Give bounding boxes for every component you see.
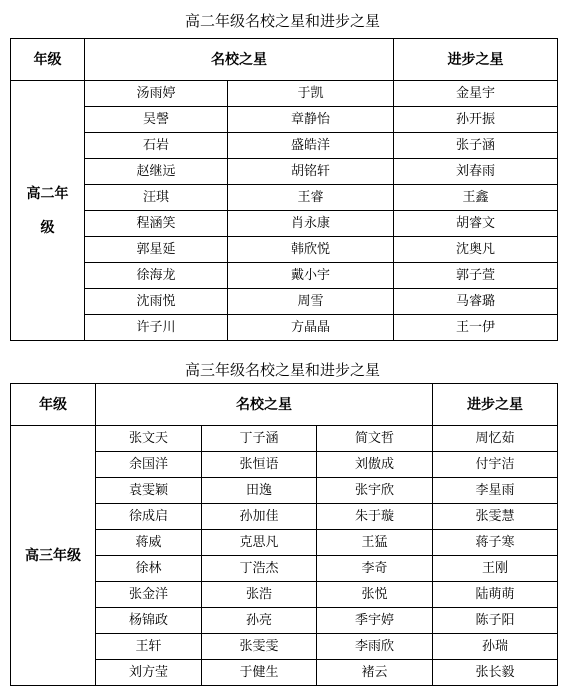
famous-school-star-name: 丁浩杰 [202, 556, 317, 582]
famous-school-star-name: 张悦 [317, 582, 433, 608]
progress-star-header: 进步之星 [394, 39, 558, 81]
table-row [11, 211, 558, 237]
famous-school-star-name: 汤雨婷 [85, 81, 228, 107]
progress-star-name: 孙开振 [394, 107, 558, 133]
grade-label: 高三年级 [11, 426, 96, 686]
progress-star-name: 李星雨 [433, 478, 558, 504]
famous-school-star-name: 徐海龙 [85, 263, 228, 289]
famous-school-star-name: 沈雨悦 [85, 289, 228, 315]
famous-school-star-name: 韩欣悦 [228, 237, 394, 263]
famous-school-star-name: 王轩 [96, 634, 202, 660]
famous-school-star-header: 名校之星 [85, 39, 394, 81]
famous-school-star-name: 张浩 [202, 582, 317, 608]
grade-header: 年级 [11, 384, 96, 426]
famous-school-star-name: 章静怡 [228, 107, 394, 133]
famous-school-star-name: 许子川 [85, 315, 228, 341]
progress-star-name: 张子涵 [394, 133, 558, 159]
famous-school-star-name: 郭星延 [85, 237, 228, 263]
famous-school-star-name: 方晶晶 [228, 315, 394, 341]
progress-star-name: 陈子阳 [433, 608, 558, 634]
famous-school-star-name: 于凯 [228, 81, 394, 107]
famous-school-star-name: 张恒语 [202, 452, 317, 478]
famous-school-star-name: 肖永康 [228, 211, 394, 237]
progress-star-header: 进步之星 [433, 384, 558, 426]
table-row [11, 289, 558, 315]
progress-star-name: 金星宇 [394, 81, 558, 107]
table-row [11, 263, 558, 289]
famous-school-star-name: 季宇婷 [317, 608, 433, 634]
famous-school-star-name: 程涵笑 [85, 211, 228, 237]
famous-school-star-name: 袁雯颖 [96, 478, 202, 504]
table-row [11, 107, 558, 133]
famous-school-star-name: 于健生 [202, 660, 317, 686]
famous-school-star-name: 徐成启 [96, 504, 202, 530]
famous-school-star-name: 刘方莹 [96, 660, 202, 686]
famous-school-star-name: 余国洋 [96, 452, 202, 478]
progress-star-name: 蒋子寒 [433, 530, 558, 556]
table-row [11, 426, 558, 452]
progress-star-name: 周忆茹 [433, 426, 558, 452]
progress-star-name: 胡睿文 [394, 211, 558, 237]
table-row [11, 81, 558, 107]
table-grade2-stars [10, 38, 558, 341]
famous-school-star-name: 赵继远 [85, 159, 228, 185]
progress-star-name: 王鑫 [394, 185, 558, 211]
table-row [11, 133, 558, 159]
famous-school-star-name: 石岩 [85, 133, 228, 159]
famous-school-star-name: 李奇 [317, 556, 433, 582]
progress-star-name: 刘春雨 [394, 159, 558, 185]
progress-star-name: 孙瑞 [433, 634, 558, 660]
progress-star-name: 王一伊 [394, 315, 558, 341]
famous-school-star-name: 褚云 [317, 660, 433, 686]
grade-header: 年级 [11, 39, 85, 81]
famous-school-star-name: 胡铭轩 [228, 159, 394, 185]
famous-school-star-name: 徐林 [96, 556, 202, 582]
table-row [11, 185, 558, 211]
famous-school-star-name: 张雯雯 [202, 634, 317, 660]
progress-star-name: 马睿璐 [394, 289, 558, 315]
famous-school-star-name: 简文哲 [317, 426, 433, 452]
table1-title: 高二年级名校之星和进步之星 [184, 12, 380, 30]
grade-label: 高二年级 [11, 81, 85, 341]
famous-school-star-name: 杨锦政 [96, 608, 202, 634]
table-row [11, 237, 558, 263]
famous-school-star-name: 王猛 [317, 530, 433, 556]
header-row [11, 39, 558, 81]
progress-star-name: 郭子萱 [394, 263, 558, 289]
famous-school-star-name: 李雨欣 [317, 634, 433, 660]
progress-star-name: 付宇洁 [433, 452, 558, 478]
table-row [11, 315, 558, 341]
table-grade3-stars [10, 383, 558, 686]
famous-school-star-name: 周雪 [228, 289, 394, 315]
famous-school-star-name: 克思凡 [202, 530, 317, 556]
famous-school-star-header: 名校之星 [96, 384, 433, 426]
progress-star-name: 陆萌萌 [433, 582, 558, 608]
famous-school-star-name: 朱于璇 [317, 504, 433, 530]
progress-star-name: 王刚 [433, 556, 558, 582]
famous-school-star-name: 丁子涵 [202, 426, 317, 452]
famous-school-star-name: 张宇欣 [317, 478, 433, 504]
famous-school-star-name: 盛皓洋 [228, 133, 394, 159]
famous-school-star-name: 孙加佳 [202, 504, 317, 530]
header-row [11, 384, 558, 426]
table-row [11, 159, 558, 185]
famous-school-star-name: 孙亮 [202, 608, 317, 634]
famous-school-star-name: 蒋威 [96, 530, 202, 556]
progress-star-name: 张雯慧 [433, 504, 558, 530]
table2-title: 高三年级名校之星和进步之星 [184, 361, 380, 379]
progress-star-name: 张长毅 [433, 660, 558, 686]
famous-school-star-name: 汪琪 [85, 185, 228, 211]
famous-school-star-name: 戴小宇 [228, 263, 394, 289]
famous-school-star-name: 王睿 [228, 185, 394, 211]
famous-school-star-name: 张金洋 [96, 582, 202, 608]
famous-school-star-name: 吴謦 [85, 107, 228, 133]
progress-star-name: 沈奥凡 [394, 237, 558, 263]
famous-school-star-name: 刘傲成 [317, 452, 433, 478]
famous-school-star-name: 张文天 [96, 426, 202, 452]
famous-school-star-name: 田逸 [202, 478, 317, 504]
